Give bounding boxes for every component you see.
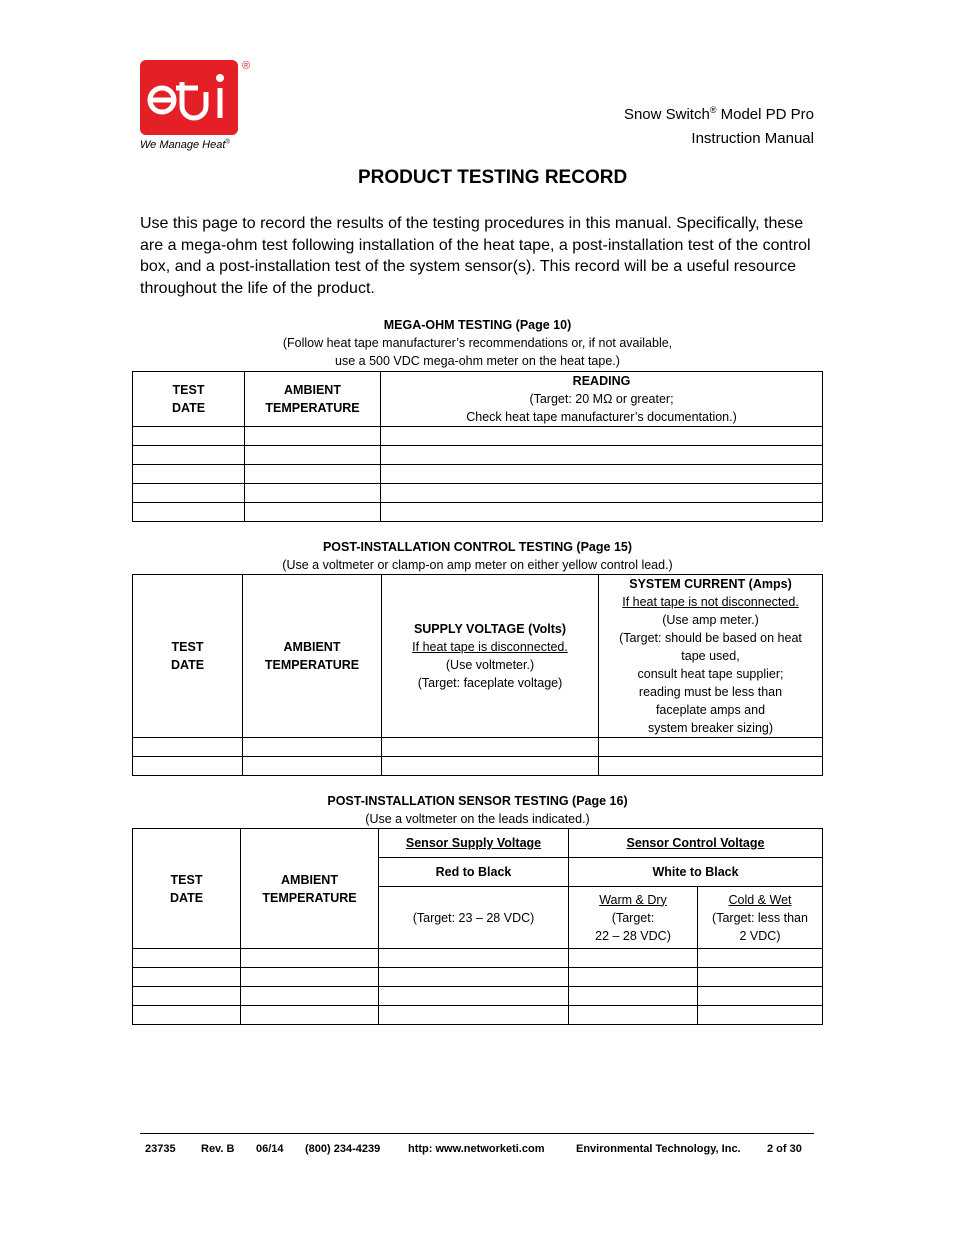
cell[interactable]: [245, 465, 381, 484]
table-row[interactable]: [133, 987, 823, 1006]
cell[interactable]: [241, 987, 379, 1006]
col-sensor-supply-voltage: Sensor Supply Voltage: [379, 829, 569, 858]
control-testing-heading: POST-INSTALLATION CONTROL TESTING (Page 15) (Use a voltmeter or clamp-on amp meter on either yellow control lead.): [282, 540, 673, 572]
table-row[interactable]: [133, 503, 823, 522]
cell[interactable]: [133, 427, 245, 446]
cell[interactable]: [381, 503, 823, 522]
col-ambient-temperature: AMBIENT TEMPERATURE: [241, 829, 379, 949]
cell[interactable]: [245, 484, 381, 503]
table-header-row: [133, 575, 823, 738]
eti-letters-icon: [140, 60, 238, 135]
cell[interactable]: [599, 738, 823, 757]
sensor-testing-table: [132, 828, 823, 1025]
col-test-date: TEST DATE: [133, 575, 243, 738]
cell[interactable]: [381, 446, 823, 465]
cell[interactable]: [241, 968, 379, 987]
cell[interactable]: [381, 484, 823, 503]
table-header-row: [133, 829, 823, 858]
cell[interactable]: [698, 968, 823, 987]
cell[interactable]: [133, 738, 243, 757]
eti-logo-mark: [140, 60, 238, 135]
cell[interactable]: [133, 465, 245, 484]
cell[interactable]: [379, 949, 569, 968]
cell[interactable]: [245, 503, 381, 522]
cell[interactable]: [245, 427, 381, 446]
col-test-date: TEST DATE: [133, 372, 245, 427]
cell[interactable]: [698, 987, 823, 1006]
page-title: PRODUCT TESTING RECORD: [358, 167, 628, 188]
cell[interactable]: [133, 1006, 241, 1025]
supply-target: (Target: 23 – 28 VDC): [379, 887, 569, 949]
red-to-black-label: Red to Black: [379, 858, 569, 887]
manual-type: Instruction Manual: [691, 130, 814, 147]
cell[interactable]: [133, 968, 241, 987]
cell[interactable]: [379, 1006, 569, 1025]
cell[interactable]: [381, 465, 823, 484]
cell[interactable]: [569, 1006, 698, 1025]
cell[interactable]: [381, 427, 823, 446]
cell[interactable]: [379, 968, 569, 987]
table-row[interactable]: [133, 757, 823, 776]
intro-paragraph: Use this page to record the results of the testing procedures in this manual. Specifically, these are a mega-ohm test following installation of the heat tape, a post-installation test of the control box, and a post-installation test of the system sensor(s). This record will be a useful resource throughout the life of the product.: [140, 215, 811, 297]
warm-dry-target: Warm & Dry (Target: 22 – 28 VDC): [569, 887, 698, 949]
cell[interactable]: [241, 949, 379, 968]
table-row[interactable]: [133, 465, 823, 484]
eti-logo: [140, 60, 260, 155]
phone-number: (800) 234-4239: [305, 1143, 381, 1155]
cold-wet-target: Cold & Wet (Target: less than 2 VDC): [698, 887, 823, 949]
footer-divider: [140, 1133, 814, 1134]
mega-ohm-heading: MEGA-OHM TESTING (Page 10) (Follow heat tape manufacturer’s recommendations or, if not available, use a 500 VDC mega-ohm meter on the heat tape.): [282, 318, 673, 368]
cell[interactable]: [133, 987, 241, 1006]
cell[interactable]: [382, 757, 599, 776]
cell[interactable]: [569, 949, 698, 968]
table-row[interactable]: [133, 949, 823, 968]
cell[interactable]: [133, 757, 243, 776]
table-row[interactable]: [133, 1006, 823, 1025]
col-ambient-temperature: AMBIENT TEMPERATURE: [243, 575, 382, 738]
table-row[interactable]: [133, 446, 823, 465]
cell[interactable]: [382, 738, 599, 757]
revision-date: 06/14: [256, 1143, 284, 1155]
table-row[interactable]: [133, 738, 823, 757]
col-sensor-control-voltage: Sensor Control Voltage: [569, 829, 823, 858]
product-name: Snow Switch® Model PD Pro: [623, 105, 814, 123]
cell[interactable]: [133, 484, 245, 503]
cell[interactable]: [133, 949, 241, 968]
control-testing-table: [132, 574, 823, 776]
col-system-current: SYSTEM CURRENT (Amps) If heat tape is not disconnected. (Use amp meter.) (Target: should be based on heat tape used, consult heat tape supplier; reading must be less than faceplate amps and system breaker sizing): [599, 575, 823, 738]
cell[interactable]: [241, 1006, 379, 1025]
cell[interactable]: [698, 1006, 823, 1025]
cell[interactable]: [245, 446, 381, 465]
table-row[interactable]: [133, 427, 823, 446]
col-reading: READING (Target: 20 MΩ or greater; Check heat tape manufacturer’s documentation.): [381, 372, 823, 427]
white-to-black-label: White to Black: [569, 858, 823, 887]
cell[interactable]: [569, 968, 698, 987]
company-name: Environmental Technology, Inc.: [576, 1143, 741, 1155]
cell[interactable]: [243, 757, 382, 776]
col-ambient-temperature: AMBIENT TEMPERATURE: [245, 372, 381, 427]
cell[interactable]: [698, 949, 823, 968]
document-header: [624, 98, 814, 151]
table-row[interactable]: [133, 484, 823, 503]
cell[interactable]: [243, 738, 382, 757]
registered-mark: ®: [242, 60, 251, 72]
logo-tagline: We Manage Heat®: [140, 139, 230, 151]
table-header-row: [133, 372, 823, 427]
col-supply-voltage: SUPPLY VOLTAGE (Volts) If heat tape is disconnected. (Use voltmeter.) (Target: faceplate voltage): [382, 575, 599, 738]
mega-ohm-table: [132, 371, 823, 522]
col-test-date: TEST DATE: [133, 829, 241, 949]
table-row[interactable]: [133, 968, 823, 987]
cell[interactable]: [599, 757, 823, 776]
sensor-testing-heading: POST-INSTALLATION SENSOR TESTING (Page 16) (Use a voltmeter on the leads indicated.): [327, 794, 628, 826]
doc-number: 23735: [145, 1143, 176, 1155]
page-number: 2 of 30: [767, 1143, 802, 1155]
cell[interactable]: [133, 446, 245, 465]
revision: Rev. B: [201, 1143, 235, 1155]
cell[interactable]: [133, 503, 245, 522]
cell[interactable]: [569, 987, 698, 1006]
website-link[interactable]: http: www.networketi.com: [408, 1143, 545, 1155]
cell[interactable]: [379, 987, 569, 1006]
